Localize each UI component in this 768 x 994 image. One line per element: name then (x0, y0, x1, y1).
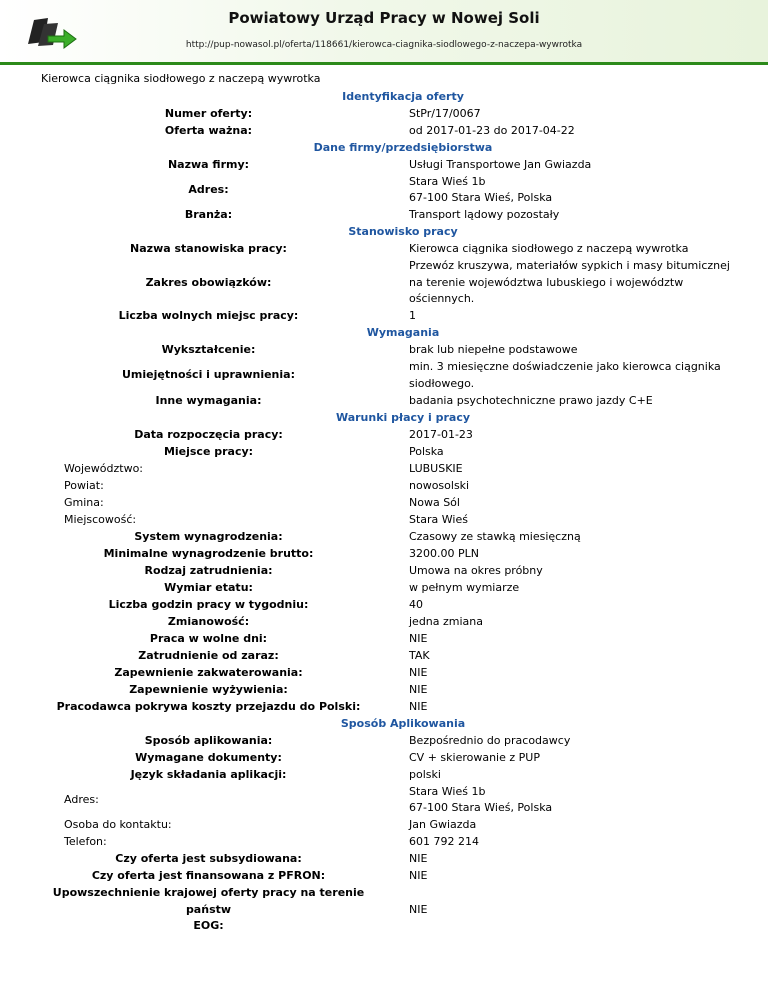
detail-row (40, 885, 740, 935)
field-label: Zatrudnienie od zaraz: (138, 648, 279, 662)
section-title: Sposób Aplikowania (340, 716, 466, 730)
field-label: Czy oferta jest subsydiowana: (115, 852, 302, 865)
detail-row (40, 665, 740, 682)
detail-row (40, 614, 740, 631)
field-value: Umowa na okres próbny (409, 563, 543, 577)
detail-row (40, 750, 740, 767)
section-title: Wymagania (366, 326, 440, 339)
field-label: Wymagane dokumenty: (135, 750, 282, 764)
detail-row (40, 733, 740, 750)
field-value: Stara Wieś 1b 67-100 Stara Wieś, Polska (409, 784, 553, 814)
detail-row (40, 461, 740, 478)
field-value: NIE (409, 682, 428, 696)
field-value: nowosolski (409, 478, 470, 492)
page-header (0, 0, 768, 65)
section-title: Warunki płacy i pracy (335, 410, 471, 424)
detail-row (40, 241, 740, 258)
detail-row (40, 546, 740, 563)
field-value: StPr/17/0067 (409, 106, 481, 120)
detail-row (40, 258, 740, 308)
detail-row (40, 851, 740, 868)
detail-row (40, 495, 740, 512)
field-value: Usługi Transportowe Jan Gwiazda (409, 157, 592, 171)
field-value: Transport lądowy pozostały (409, 208, 560, 221)
detail-row (40, 631, 740, 648)
field-value: Jan Gwiazda (409, 818, 477, 831)
field-label: Numer oferty: (164, 106, 253, 120)
detail-row (40, 699, 740, 716)
field-value: Polska (409, 444, 444, 458)
field-value: od 2017-01-23 do 2017-04-22 (409, 123, 575, 137)
detail-row (40, 563, 740, 580)
field-label: Liczba wolnych miejsc pracy: (118, 309, 299, 322)
field-value: NIE (409, 869, 428, 882)
field-label: Zapewnienie wyżywienia: (129, 682, 288, 696)
field-label: Miejsce pracy: (163, 444, 254, 458)
field-label: Oferta ważna: (164, 123, 253, 137)
field-value: 3200.00 PLN (409, 546, 479, 560)
section-title: Stanowisko pracy (348, 225, 458, 238)
field-value: w pełnym wymiarze (409, 580, 520, 594)
field-label: Województwo: (64, 461, 144, 475)
field-label: Osoba do kontaktu: (64, 818, 172, 831)
field-label: Inne wymagania: (155, 393, 262, 407)
detail-row (40, 682, 740, 699)
field-label: Wykształcenie: (161, 343, 256, 356)
detail-row (40, 817, 740, 834)
field-label: Gmina: (64, 495, 104, 509)
detail-row (40, 359, 740, 392)
field-value: LUBUSKIE (409, 461, 463, 475)
detail-row (40, 174, 740, 207)
detail-row (40, 106, 740, 123)
field-label: Praca w wolne dni: (149, 631, 268, 645)
field-value: Nowa Sól (409, 495, 460, 509)
site-title: Powiatowy Urząd Pracy w Nowej Soli (228, 9, 540, 27)
field-value: polski (409, 767, 441, 781)
field-value: Stara Wieś (409, 512, 468, 526)
detail-row (40, 868, 740, 885)
detail-row (40, 427, 740, 444)
field-value: min. 3 miesięczne doświadczenie jako kierowca ciągnika siodłowego. (409, 360, 721, 390)
detail-row (40, 393, 740, 410)
detail-row (40, 784, 740, 817)
detail-row (40, 478, 740, 495)
detail-row (40, 834, 740, 851)
field-label: Liczba godzin pracy w tygodniu: (108, 597, 309, 611)
field-value: badania psychotechniczne prawo jazdy C+E (409, 393, 653, 407)
field-label: Miejscowość: (64, 512, 137, 526)
field-label: Sposób aplikowania: (144, 733, 273, 747)
field-value: NIE (409, 852, 428, 865)
section-title: Dane firmy/przedsiębiorstwa (313, 140, 493, 154)
field-value: Stara Wieś 1b 67-100 Stara Wieś, Polska (409, 174, 553, 204)
page-url[interactable]: http://pup-nowasol.pl/oferta/118661/kierowca-ciagnika-siodlowego-z-naczepa-wywrotka (185, 40, 583, 50)
field-value: NIE (409, 665, 428, 679)
detail-row (40, 580, 740, 597)
field-label: Data rozpoczęcia pracy: (134, 427, 283, 441)
field-value: CV + skierowanie z PUP (409, 750, 540, 764)
field-value: Przewóz kruszywa, materiałów sypkich i masy bitumicznej na terenie województwa lubuskiego i województw ościennych. (409, 259, 730, 305)
field-label: Język składania aplikacji: (130, 767, 287, 781)
field-label: Wymiar etatu: (164, 580, 253, 594)
field-value: 601 792 214 (409, 835, 479, 848)
detail-row (40, 444, 740, 461)
field-value: Czasowy ze stawką miesięczną (409, 529, 581, 543)
field-label: Pracodawca pokrywa koszty przejazdu do Polski: (56, 699, 361, 713)
field-label: Telefon: (64, 835, 107, 848)
field-value: 40 (409, 597, 423, 611)
field-value: jedna zmiana (409, 614, 484, 628)
section-title: Identyfikacja oferty (342, 89, 464, 103)
offer-details (40, 88, 740, 935)
field-label: Nazwa stanowiska pracy: (130, 242, 287, 255)
field-label: Branża: (184, 208, 233, 221)
field-value: Bezpośrednio do pracodawcy (409, 733, 571, 747)
field-value: NIE (409, 631, 428, 645)
field-label: Zakres obowiązków: (145, 275, 272, 289)
field-value: NIE (409, 902, 428, 916)
field-value: 2017-01-23 (409, 427, 473, 441)
field-label: Zapewnienie zakwaterowania: (114, 665, 303, 679)
field-label: System wynagrodzenia: (134, 529, 283, 543)
field-value: Kierowca ciągnika siodłowego z naczepą wywrotka (409, 242, 689, 255)
field-label: Powiat: (64, 478, 104, 492)
field-label: Upowszechnienie krajowej oferty pracy na terenie państw EOG: (52, 886, 365, 932)
detail-row (40, 597, 740, 614)
field-value: brak lub niepełne podstawowe (409, 343, 578, 356)
field-label: Zmianowość: (167, 614, 250, 628)
field-label: Adres: (64, 792, 99, 806)
detail-row (40, 157, 740, 174)
offer-title: Kierowca ciągnika siodłowego z naczepą wywrotka (41, 72, 321, 85)
detail-row (40, 342, 740, 359)
detail-row (40, 767, 740, 784)
detail-row (40, 529, 740, 546)
field-value: 1 (409, 309, 416, 322)
detail-row (40, 123, 740, 140)
field-label: Minimalne wynagrodzenie brutto: (103, 546, 314, 560)
detail-row (40, 207, 740, 224)
field-label: Adres: (188, 182, 229, 196)
field-value: TAK (409, 648, 430, 662)
field-label: Czy oferta jest finansowana z PFRON: (91, 869, 326, 882)
field-label: Umiejętności i uprawnienia: (122, 368, 295, 382)
field-label: Nazwa firmy: (167, 157, 250, 171)
detail-row (40, 308, 740, 325)
detail-row (40, 648, 740, 665)
field-label: Rodzaj zatrudnienia: (144, 563, 273, 577)
field-value: NIE (409, 699, 428, 713)
detail-row (40, 512, 740, 529)
